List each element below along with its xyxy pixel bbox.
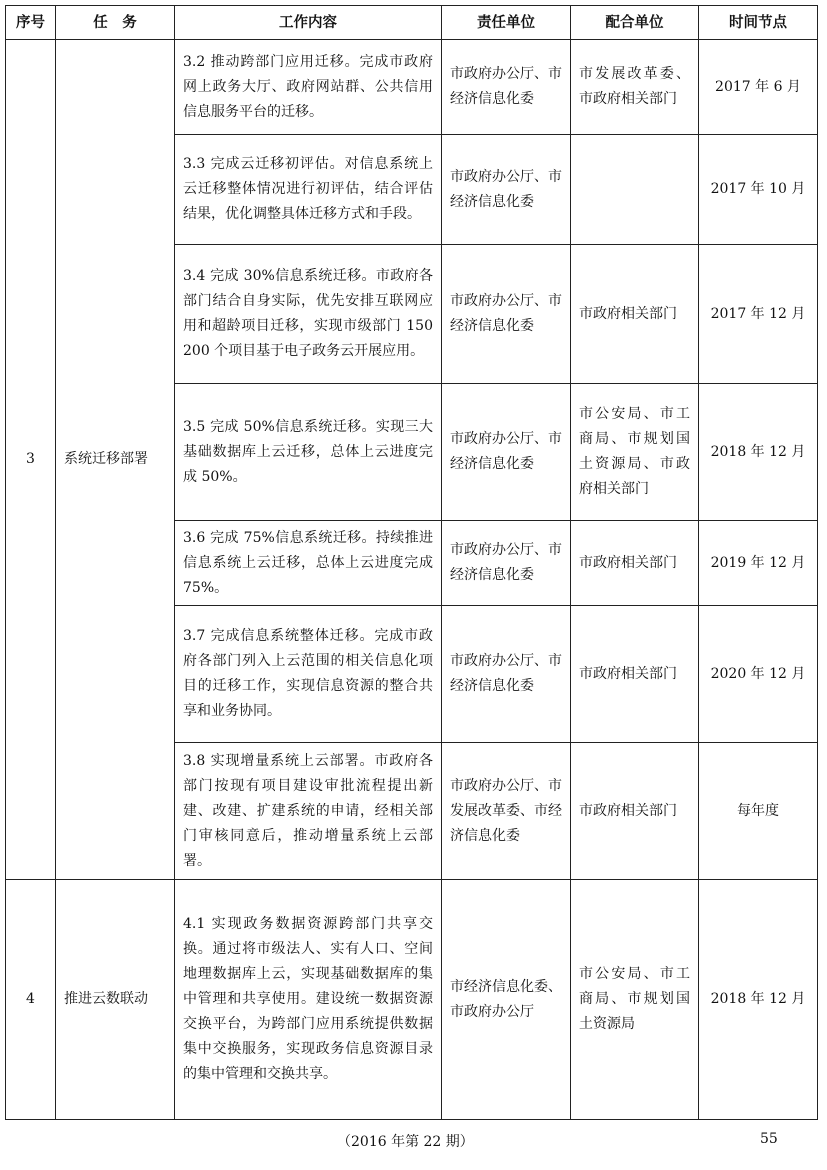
deadline: 2017 年 6 月 <box>699 40 818 135</box>
cooperating-unit: 市政府相关部门 <box>571 743 699 880</box>
task-content: 3.6 完成 75%信息系统迁移。持续推进信息系统上云迁移，总体上云进度完成 75%。 <box>175 521 442 606</box>
cooperating-unit <box>571 135 699 245</box>
responsible-unit: 市政府办公厅、市发展改革委、市经济信息化委 <box>442 743 571 880</box>
cooperating-unit: 市政府相关部门 <box>571 245 699 384</box>
group-task: 系统迁移部署 <box>56 40 175 880</box>
group-seq: 3 <box>6 40 56 880</box>
header-responsible: 责任单位 <box>442 6 571 40</box>
responsible-unit: 市政府办公厅、市经济信息化委 <box>442 245 571 384</box>
cooperating-unit: 市发展改革委、市政府相关部门 <box>571 40 699 135</box>
deadline: 2019 年 12 月 <box>699 521 818 606</box>
header-content: 工作内容 <box>175 6 442 40</box>
deadline: 每年度 <box>699 743 818 880</box>
responsible-unit: 市经济信息化委、市政府办公厅 <box>442 880 571 1120</box>
group-seq: 4 <box>6 880 56 1120</box>
task-table <box>5 5 818 1120</box>
task-content: 3.8 实现增量系统上云部署。市政府各部门按现有项目建设审批流程提出新建、改建、扩建系统的申请，经相关部门审核同意后，推动增量系统上云部署。 <box>175 743 442 880</box>
issue-number: （2016 年第 22 期） <box>337 1134 474 1150</box>
group-task: 推进云数联动 <box>56 880 175 1120</box>
header-row <box>6 6 818 40</box>
responsible-unit: 市政府办公厅、市经济信息化委 <box>442 40 571 135</box>
task-content: 3.5 完成 50%信息系统迁移。实现三大基础数据库上云迁移，总体上云进度完成 50%。 <box>175 384 442 521</box>
cooperating-unit: 市公安局、市工商局、市规划国土资源局 <box>571 880 699 1120</box>
responsible-unit: 市政府办公厅、市经济信息化委 <box>442 384 571 521</box>
task-content: 4.1 实现政务数据资源跨部门共享交换。通过将市级法人、实有人口、空间地理数据库上云，实现基础数据库的集中管理和共享使用。建设统一数据资源交换平台，为跨部门应用系统提供数据集中交换服务，实现政务信息资源目录的集中管理和交换共享。 <box>175 880 442 1120</box>
header-cooperating: 配合单位 <box>571 6 699 40</box>
deadline: 2017 年 12 月 <box>699 245 818 384</box>
task-content: 3.2 推动跨部门应用迁移。完成市政府网上政务大厅、政府网站群、公共信用信息服务平台的迁移。 <box>175 40 442 135</box>
responsible-unit: 市政府办公厅、市经济信息化委 <box>442 521 571 606</box>
task-content: 3.3 完成云迁移初评估。对信息系统上云迁移整体情况进行初评估，结合评估结果，优化调整具体迁移方式和手段。 <box>175 135 442 245</box>
cooperating-unit: 市政府相关部门 <box>571 521 699 606</box>
deadline: 2017 年 10 月 <box>699 135 818 245</box>
deadline: 2018 年 12 月 <box>699 880 818 1120</box>
cooperating-unit: 市公安局、市工商局、市规划国土资源局、市政府相关部门 <box>571 384 699 521</box>
deadline: 2018 年 12 月 <box>699 384 818 521</box>
deadline: 2020 年 12 月 <box>699 606 818 743</box>
table-row <box>6 880 818 1120</box>
cooperating-unit: 市政府相关部门 <box>571 606 699 743</box>
header-seq: 序号 <box>6 6 56 40</box>
task-content: 3.7 完成信息系统整体迁移。完成市政府各部门列入上云范围的相关信息化项目的迁移工作，实现信息资源的整合共享和业务协同。 <box>175 606 442 743</box>
task-content: 3.4 完成 30%信息系统迁移。市政府各部门结合自身实际，优先安排互联网应用和超龄项目迁移，实现市级部门 150 200 个项目基于电子政务云开展应用。 <box>175 245 442 384</box>
header-task: 任 务 <box>56 6 175 40</box>
header-deadline: 时间节点 <box>699 6 818 40</box>
table-row <box>6 40 818 135</box>
page-number: 55 <box>760 1131 778 1147</box>
responsible-unit: 市政府办公厅、市经济信息化委 <box>442 606 571 743</box>
responsible-unit: 市政府办公厅、市经济信息化委 <box>442 135 571 245</box>
